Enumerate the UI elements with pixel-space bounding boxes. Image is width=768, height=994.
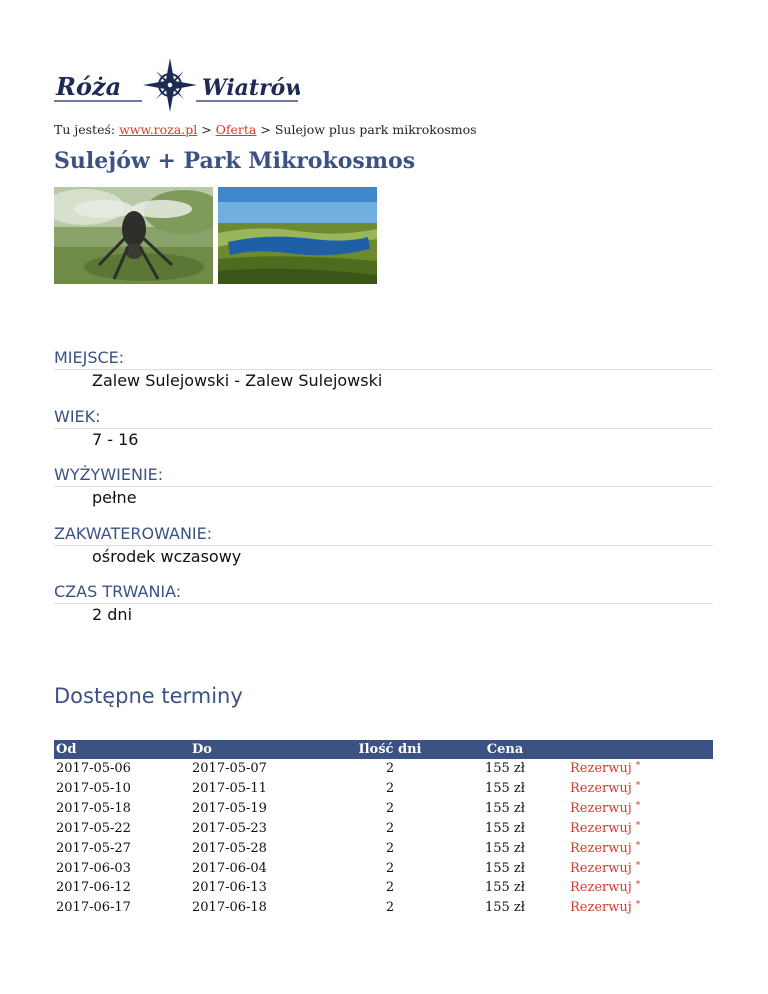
cell-days: 2 [324,858,456,878]
reserve-asterisk: * [635,820,641,831]
cell-date-to: 2017-06-04 [190,858,324,878]
cell-days: 2 [324,898,456,918]
cell-date-to: 2017-05-28 [190,838,324,858]
cell-date-from: 2017-05-06 [54,759,190,779]
reserve-asterisk: * [635,761,641,772]
cell-date-to: 2017-05-07 [190,759,324,779]
detail-value: 2 dni [92,605,133,624]
photo-zalew-lake[interactable] [218,187,377,284]
cell-date-to: 2017-05-23 [190,819,324,839]
cell-reserve [554,819,713,839]
table-row [54,858,713,878]
cell-reserve [554,799,713,819]
cell-reserve [554,858,713,878]
detail-duration [54,581,713,640]
cell-date-from: 2017-05-10 [54,779,190,799]
terms-table [54,740,713,918]
cell-days: 2 [324,799,456,819]
cell-date-to: 2017-06-13 [190,878,324,898]
cell-days: 2 [324,779,456,799]
table-row [54,898,713,918]
table-row [54,878,713,898]
logo-text-right: Wiatrów [202,75,300,101]
reserve-link[interactable]: Rezerwuj [570,801,632,817]
site-logo[interactable] [54,58,300,112]
reserve-link[interactable]: Rezerwuj [570,781,632,797]
detail-value: ośrodek wczasowy [92,546,242,566]
detail-value: pełne [92,488,137,507]
available-terms-heading: Dostępne terminy [54,684,243,708]
cell-price: 155 zł [456,779,554,799]
reserve-link[interactable]: Rezerwuj [570,860,632,876]
reserve-link[interactable]: Rezerwuj [570,880,632,896]
cell-date-to: 2017-06-18 [190,898,324,918]
detail-label: CZAS TRWANIA: [54,581,713,604]
cell-days: 2 [324,838,456,858]
table-row [54,838,713,858]
cell-reserve [554,759,713,779]
cell-date-from: 2017-05-22 [54,819,190,839]
reserve-asterisk: * [635,880,641,891]
detail-age [54,406,713,465]
cell-price: 155 zł [456,898,554,918]
reserve-asterisk: * [635,840,641,851]
cell-date-to: 2017-05-11 [190,779,324,799]
table-row [54,799,713,819]
column-header-to: Do [190,740,324,759]
table-row [54,819,713,839]
reserve-asterisk: * [635,860,641,871]
photo-mikrokosmos-insect[interactable] [54,187,213,284]
insect-sculpture-image [54,187,213,284]
breadcrumb-offer-link[interactable]: Oferta [215,122,257,137]
breadcrumb-separator: > [260,122,271,137]
breadcrumb-current: Sulejow plus park mikrokosmos [274,122,477,137]
cell-date-to: 2017-05-19 [190,799,324,819]
detail-label: WIEK: [54,406,713,429]
detail-label: MIEJSCE: [54,347,713,370]
cell-reserve [554,898,713,918]
lake-aerial-image [218,187,377,284]
logo-text-left: Róża [56,72,122,101]
detail-location [54,347,713,406]
compass-rose-logo [54,58,300,112]
reserve-link[interactable]: Rezerwuj [570,840,632,856]
table-row [54,779,713,799]
column-header-days: Ilość dni [324,740,456,759]
reserve-link[interactable]: Rezerwuj [570,761,632,777]
cell-date-from: 2017-05-18 [54,799,190,819]
cell-reserve [554,838,713,858]
cell-price: 155 zł [456,819,554,839]
cell-price: 155 zł [456,759,554,779]
detail-label: ZAKWATEROWANIE: [54,523,713,546]
table-row [54,759,713,779]
reserve-link[interactable]: Rezerwuj [570,900,632,916]
cell-price: 155 zł [456,838,554,858]
reserve-asterisk: * [635,801,641,812]
page-title: Sulejów + Park Mikrokosmos [54,148,416,174]
column-header-reserve [554,740,713,759]
cell-reserve [554,878,713,898]
breadcrumb-separator: > [201,122,212,137]
cell-days: 2 [324,819,456,839]
cell-date-from: 2017-06-03 [54,858,190,878]
detail-label: WYŻYWIENIE: [54,464,713,487]
offer-details [54,347,713,640]
cell-date-from: 2017-06-17 [54,898,190,918]
column-header-from: Od [54,740,190,759]
breadcrumb [54,122,477,137]
cell-date-from: 2017-06-12 [54,878,190,898]
column-header-price: Cena [456,740,554,759]
cell-price: 155 zł [456,799,554,819]
cell-days: 2 [324,759,456,779]
detail-value: 7 - 16 [92,429,139,449]
reserve-asterisk: * [635,900,641,911]
reserve-link[interactable]: Rezerwuj [570,820,632,836]
reserve-asterisk: * [635,781,641,792]
detail-catering [54,464,713,523]
cell-date-from: 2017-05-27 [54,838,190,858]
breadcrumb-home-link[interactable]: www.roza.pl [119,122,198,137]
table-header-row [54,740,713,759]
cell-price: 155 zł [456,878,554,898]
cell-days: 2 [324,878,456,898]
cell-reserve [554,779,713,799]
breadcrumb-prefix: Tu jesteś: [54,122,116,137]
detail-value: Zalew Sulejowski - Zalew Sulejowski [92,371,383,390]
detail-accommodation [54,523,713,582]
cell-price: 155 zł [456,858,554,878]
